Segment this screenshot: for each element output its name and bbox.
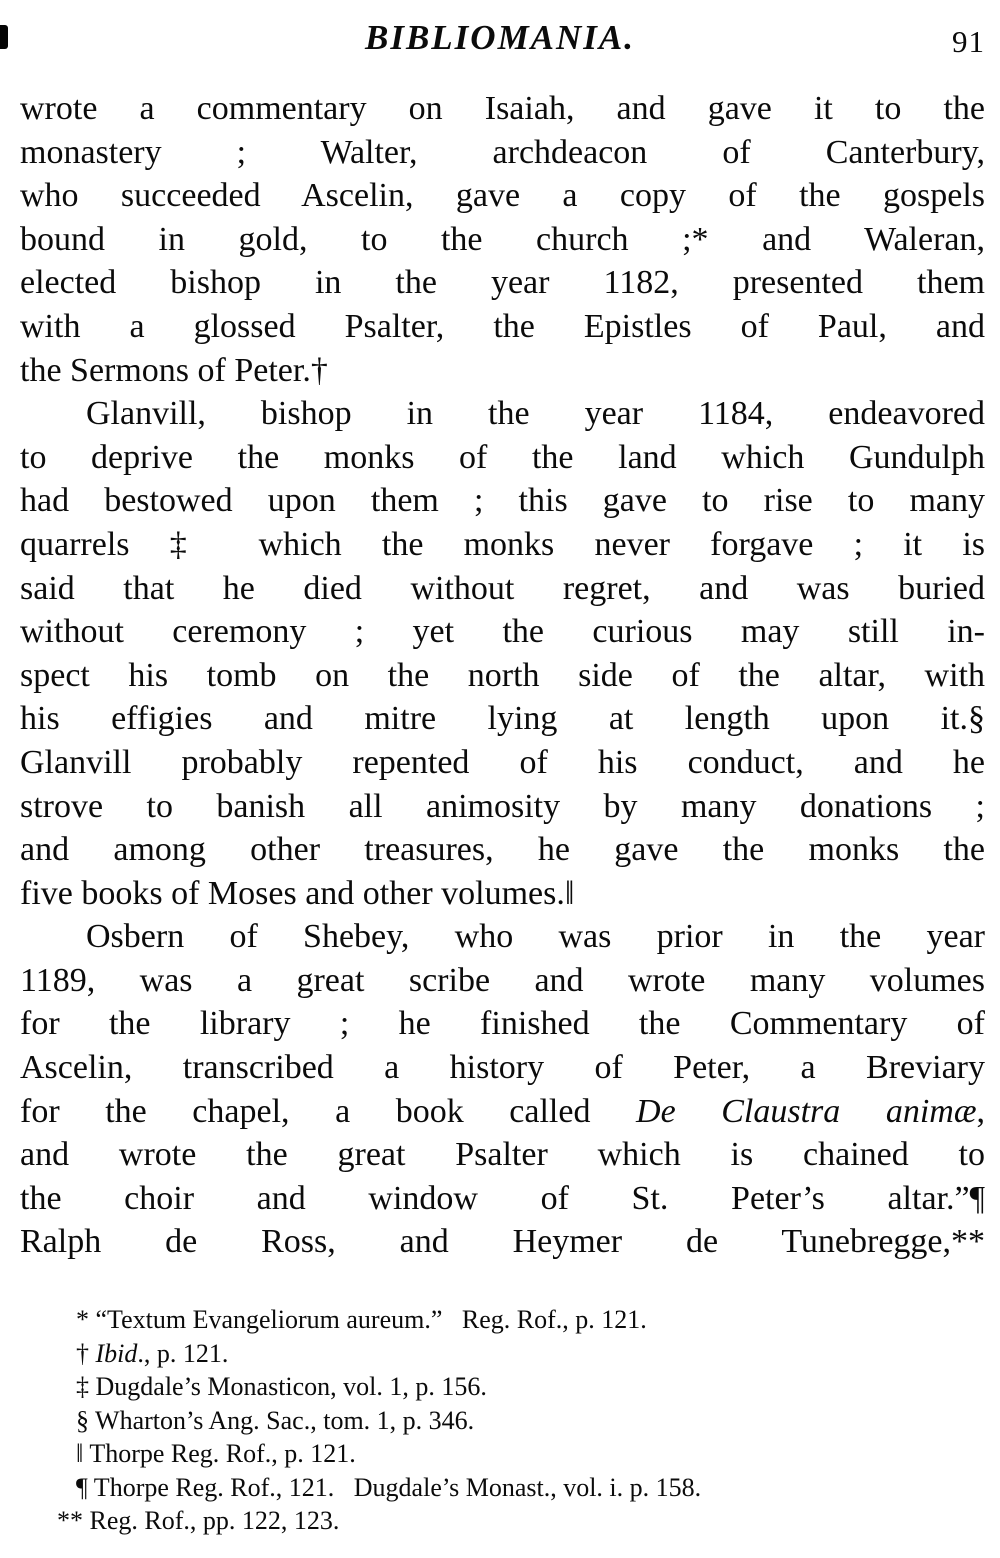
text-line <box>20 959 985 1003</box>
text-line <box>20 915 985 959</box>
text-line <box>20 1220 985 1264</box>
text-segment: 1189, was a great scribe and wrote many volumes <box>20 961 985 999</box>
text-line <box>20 741 985 785</box>
text-segment: ., p. 121. <box>137 1338 229 1368</box>
footnotes <box>20 1303 985 1538</box>
text-segment: Glanvill probably repented of his conduct, and he <box>20 743 985 781</box>
text-line <box>20 261 985 305</box>
text-segment: monastery ; Walter, archdeacon of Canterbury, <box>20 133 985 171</box>
text-line <box>20 392 985 436</box>
text-segment: spect his tomb on the north side of the altar, with <box>20 656 985 694</box>
text-segment: who succeeded Ascelin, gave a copy of the gospels <box>20 177 985 215</box>
text-segment: and among other treasures, he gave the monks the <box>20 831 985 869</box>
text-line <box>20 697 985 741</box>
text-line <box>20 1177 985 1221</box>
footnote <box>20 1471 985 1505</box>
footnote <box>20 1504 985 1538</box>
text-segment: his effigies and mitre lying at length upon it.§ <box>20 700 985 738</box>
text-segment: † <box>76 1338 96 1368</box>
text-segment: § Wharton’s Ang. Sac., tom. 1, p. 346. <box>76 1405 475 1435</box>
text-line <box>20 305 985 349</box>
text-segment: * “Textum Evangeliorum aureum.” Reg. Rof., p. 121. <box>76 1305 647 1334</box>
text-line <box>20 872 985 916</box>
text-line <box>20 1090 985 1134</box>
footnote <box>20 1404 985 1438</box>
text-segment: strove to banish all animosity by many donations ; <box>20 787 985 825</box>
text-segment: without ceremony ; yet the curious may still in- <box>20 613 985 651</box>
text-segment: Ralph de Ross, and Heymer de Tunebregge,** <box>20 1223 985 1261</box>
text-line <box>20 87 985 131</box>
text-line <box>20 436 985 480</box>
text-line <box>20 785 985 829</box>
text-segment: elected bishop in the year 1182, presented them <box>20 264 985 302</box>
text-segment: five books of Moses and other volumes.‖ <box>20 874 575 912</box>
text-segment: Glanvill, bishop in the year 1184, endeavored <box>86 395 985 433</box>
footnote <box>20 1370 985 1404</box>
text-segment: Ascelin, transcribed a history of Peter, a Breviary <box>20 1049 985 1087</box>
text-line <box>20 1133 985 1177</box>
text-segment: , <box>976 1092 986 1130</box>
text-line <box>20 479 985 523</box>
text-line <box>20 828 985 872</box>
text-segment: bound in gold, to the church ;* and Waleran, <box>20 220 985 258</box>
text-segment: and wrote the great Psalter which is chained to <box>20 1136 985 1174</box>
footnote <box>20 1303 985 1337</box>
text-segment: had bestowed upon them ; this gave to rise to many <box>20 482 985 520</box>
running-title: BIBLIOMANIA. <box>364 18 636 57</box>
text-segment: said that he died without regret, and was buried <box>20 569 985 607</box>
text-segment: for the library ; he finished the Commentary of <box>20 1005 985 1043</box>
text-segment: ** Reg. Rof., pp. 122, 123. <box>57 1506 340 1535</box>
italic-text: De Claustra animæ <box>636 1092 977 1130</box>
text-line <box>20 567 985 611</box>
text-segment: ¶ Thorpe Reg. Rof., 121. Dugdale’s Monast., vol. i. p. 158. <box>76 1472 702 1502</box>
text-segment: the Sermons of Peter.† <box>20 351 328 389</box>
text-segment: ‡ Dugdale’s Monasticon, vol. 1, p. 156. <box>76 1372 487 1401</box>
page-number: 91 <box>952 24 985 59</box>
text-segment: Osbern of Shebey, who was prior in the year <box>86 918 985 956</box>
italic-text: Ibid <box>95 1338 138 1368</box>
text-line <box>20 174 985 218</box>
text-segment: for the chapel, a book called <box>20 1092 637 1130</box>
text-segment: ‖ Thorpe Reg. Rof., p. 121. <box>76 1439 356 1468</box>
scan-smudge <box>0 25 8 49</box>
text-segment: the choir and window of St. Peter’s altar.”¶ <box>20 1179 985 1217</box>
text-line <box>20 654 985 698</box>
text-segment: wrote a commentary on Isaiah, and gave it to the <box>20 90 985 127</box>
text-line <box>20 1046 985 1090</box>
text-segment: to deprive the monks of the land which Gundulph <box>20 438 985 476</box>
text-line <box>20 131 985 175</box>
text-line <box>20 218 985 262</box>
text-line <box>20 1002 985 1046</box>
text-line <box>20 523 985 567</box>
footnote <box>20 1337 985 1371</box>
body-text <box>20 87 985 1264</box>
text-segment: quarrels ‡ which the monks never forgave ; it is <box>20 525 985 563</box>
footnote <box>20 1437 985 1471</box>
text-line <box>20 349 985 393</box>
text-line <box>20 610 985 654</box>
text-segment: with a glossed Psalter, the Epistles of Paul, and <box>20 307 985 345</box>
